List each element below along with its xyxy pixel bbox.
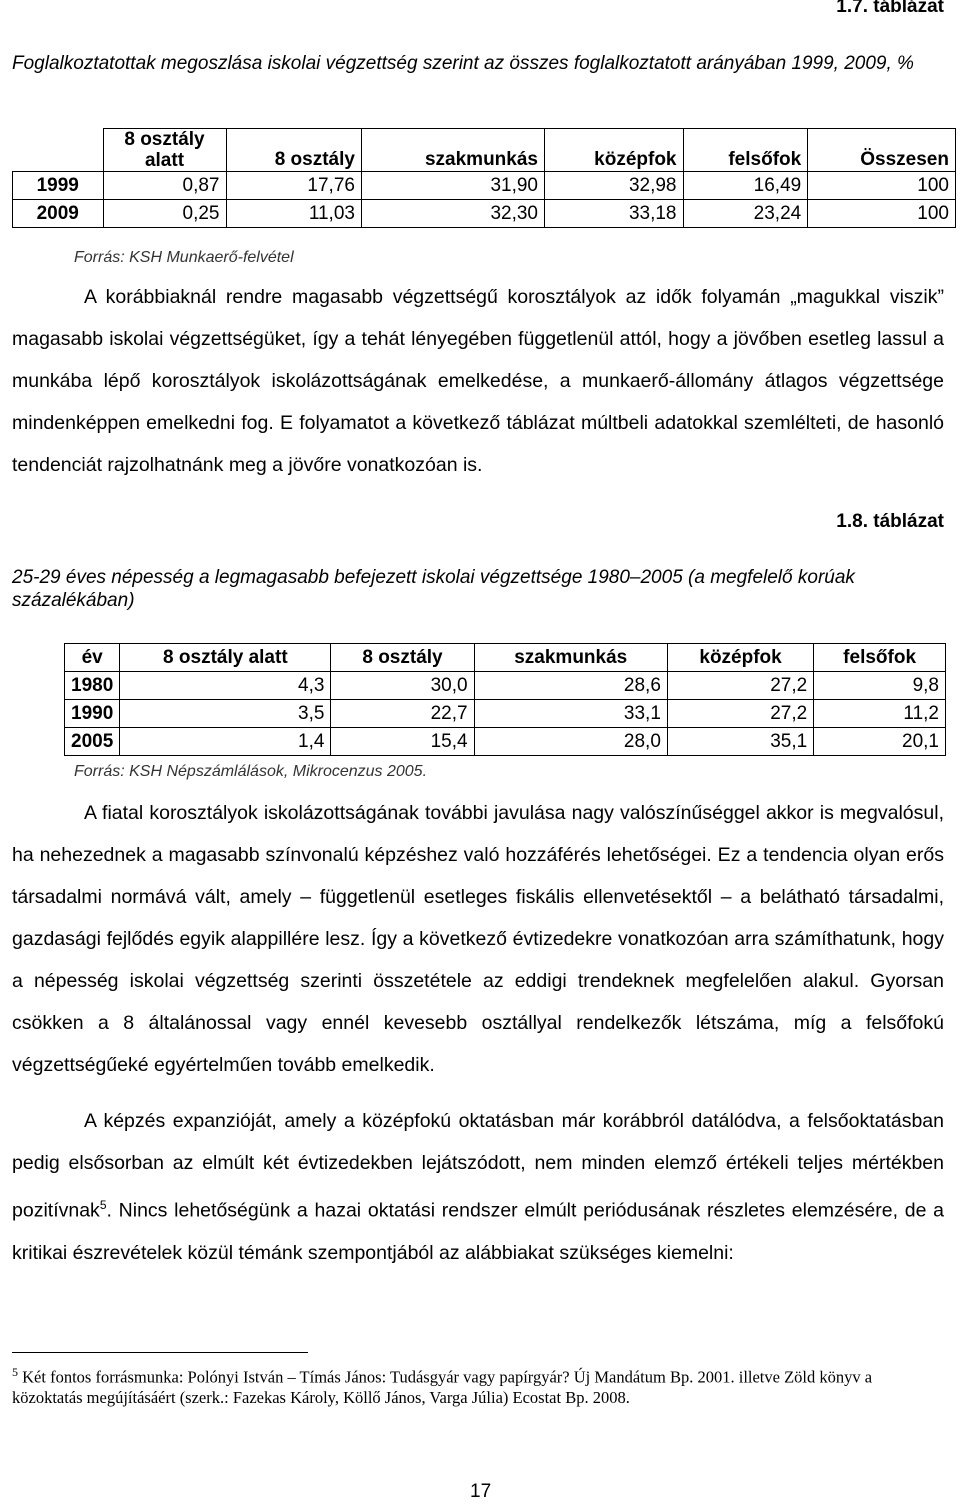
year-cell: 1980 <box>65 672 120 700</box>
value-cell: 20,1 <box>814 728 946 756</box>
paragraph-3-text <box>12 1100 944 1274</box>
value-cell: 11,2 <box>814 700 946 728</box>
header-cell: év <box>65 644 120 672</box>
table2-caption: 25-29 éves népesség a legmagasabb befejezett iskolai végzettsége 1980–2005 (a megfelelő korúak százalékában) <box>12 567 855 611</box>
header-cell: felsőfok <box>683 129 808 172</box>
value-cell: 32,30 <box>361 200 544 228</box>
value-cell: 16,49 <box>683 172 808 200</box>
year-cell: 2009 <box>13 200 104 228</box>
value-cell: 32,98 <box>545 172 684 200</box>
footnote-divider <box>12 1352 308 1353</box>
value-cell: 100 <box>808 200 956 228</box>
value-cell: 33,18 <box>545 200 684 228</box>
paragraph-3-part-1: A képzés expanzióját, amely a középfokú oktatásban már korábbról datálódva, a felsőoktatásban pedig elsősorban az elmúlt két évtizedekben lejátszódott, nem minden elemző értékeli teljes mértékben pozitívnak <box>12 1110 944 1222</box>
footnote-mark: 5 <box>12 1365 18 1379</box>
header-cell: szakmunkás <box>361 129 544 172</box>
table-row <box>13 200 956 228</box>
value-cell: 23,24 <box>683 200 808 228</box>
paragraph-1-text: A korábbiaknál rendre magasabb végzettségű korosztályok az idők folyamán „magukkal viszik” magasabb iskolai végzettségüket, így a tehát lényegében függetlenül attól, hogy a jövőben esetleg lassul a munkába lépő korosztályok iskolázottságának emelkedése, a munkaerő-állomány átlagos végzettsége mindenképpen emelkedni fog. E folyamatot a következő táblázat múltbeli adatokkal szemlélteti, de hasonló tendenciát rajzolhatnánk meg a jövőre vonatkozóan is. <box>12 286 944 476</box>
header-cell: 8 osztály <box>331 644 474 672</box>
paragraph-3-part-2: . Nincs lehetőségünk a hazai oktatási rendszer elmúlt periódusának részletes elemzésére, de a kritikai észrevételek közül témánk szempontjából az alábbiakat szükséges kiemelni: <box>12 1199 944 1264</box>
paragraph-3 <box>12 1100 944 1274</box>
table-row <box>13 172 956 200</box>
table1 <box>12 128 956 228</box>
table2 <box>64 643 946 756</box>
header-cell: felsőfok <box>814 644 946 672</box>
table2-source: Forrás: KSH Népszámlálások, Mikrocenzus 2005. <box>74 763 428 780</box>
value-cell: 27,2 <box>667 700 813 728</box>
year-cell: 1999 <box>13 172 104 200</box>
value-cell: 4,3 <box>120 672 331 700</box>
header-cell: 8 osztály alatt <box>103 129 226 172</box>
table2-label: 1.8. táblázat <box>836 511 944 532</box>
value-cell: 30,0 <box>331 672 474 700</box>
table1-label: 1.7. táblázat <box>836 0 944 17</box>
table-header-row <box>65 644 946 672</box>
value-cell: 31,90 <box>361 172 544 200</box>
header-cell: 8 osztály alatt <box>120 644 331 672</box>
paragraph-2 <box>12 792 944 1086</box>
page-number: 17 <box>470 1481 492 1502</box>
value-cell: 28,0 <box>474 728 667 756</box>
footnote-reference[interactable]: 5 <box>99 1198 107 1212</box>
value-cell: 1,4 <box>120 728 331 756</box>
table-row <box>65 728 946 756</box>
footnote-text: Két fontos forrásmunka: Polónyi István – Tímás János: Tudásgyár vagy papírgyár? Új Mandátum Bp. 2001. illetve Zöld könyv a közoktatás megújításáért (szerk.: Fazekas Károly, Köllő János, Varga Júlia) Ecostat Bp. 2008. <box>12 1367 873 1407</box>
year-cell: 1990 <box>65 700 120 728</box>
year-cell: 2005 <box>65 728 120 756</box>
header-cell: szakmunkás <box>474 644 667 672</box>
value-cell: 3,5 <box>120 700 331 728</box>
table1-caption: Foglalkoztatottak megoszlása iskolai végzettség szerint az összes foglalkoztatott arányában 1999, 2009, % <box>12 53 914 74</box>
value-cell: 17,76 <box>226 172 361 200</box>
header-cell: 8 osztály <box>226 129 361 172</box>
value-cell: 15,4 <box>331 728 474 756</box>
header-cell: Összesen <box>808 129 956 172</box>
paragraph-2-text: A fiatal korosztályok iskolázottságának további javulása nagy valószínűséggel akkor is megvalósul, ha nehezednek a magasabb színvonalú képzéshez való hozzáférés lehetőségei. Ez a tendencia olyan erős társadalmi normává vált, amely – függetlenül esetleges fiskális ellenvetésektől – a belátható társadalmi, gazdasági fejlődés egyik alappillére lesz. Így a következő évtizedekre vonatkozóan arra számíthatunk, hogy a népesség iskolai végzettség szerinti összetétele az eddigi trendeknek megfelelően alakul. Gyorsan csökken a 8 általánossal vagy ennél kevesebb osztállyal rendelkezők létszáma, míg a felsőfokú végzettségűeké egyértelműen tovább emelkedik. <box>12 802 944 1076</box>
header-cell: középfok <box>545 129 684 172</box>
header-cell-empty <box>13 129 104 172</box>
table1-source: Forrás: KSH Munkaerő-felvétel <box>74 249 294 266</box>
value-cell: 0,87 <box>103 172 226 200</box>
table-row <box>65 700 946 728</box>
table-header-row <box>13 129 956 172</box>
value-cell: 33,1 <box>474 700 667 728</box>
value-cell: 28,6 <box>474 672 667 700</box>
value-cell: 35,1 <box>667 728 813 756</box>
value-cell: 22,7 <box>331 700 474 728</box>
value-cell: 27,2 <box>667 672 813 700</box>
value-cell: 9,8 <box>814 672 946 700</box>
footnote <box>12 1362 942 1408</box>
table-row <box>65 672 946 700</box>
paragraph-1 <box>12 276 944 486</box>
value-cell: 100 <box>808 172 956 200</box>
value-cell: 11,03 <box>226 200 361 228</box>
header-cell: középfok <box>667 644 813 672</box>
value-cell: 0,25 <box>103 200 226 228</box>
